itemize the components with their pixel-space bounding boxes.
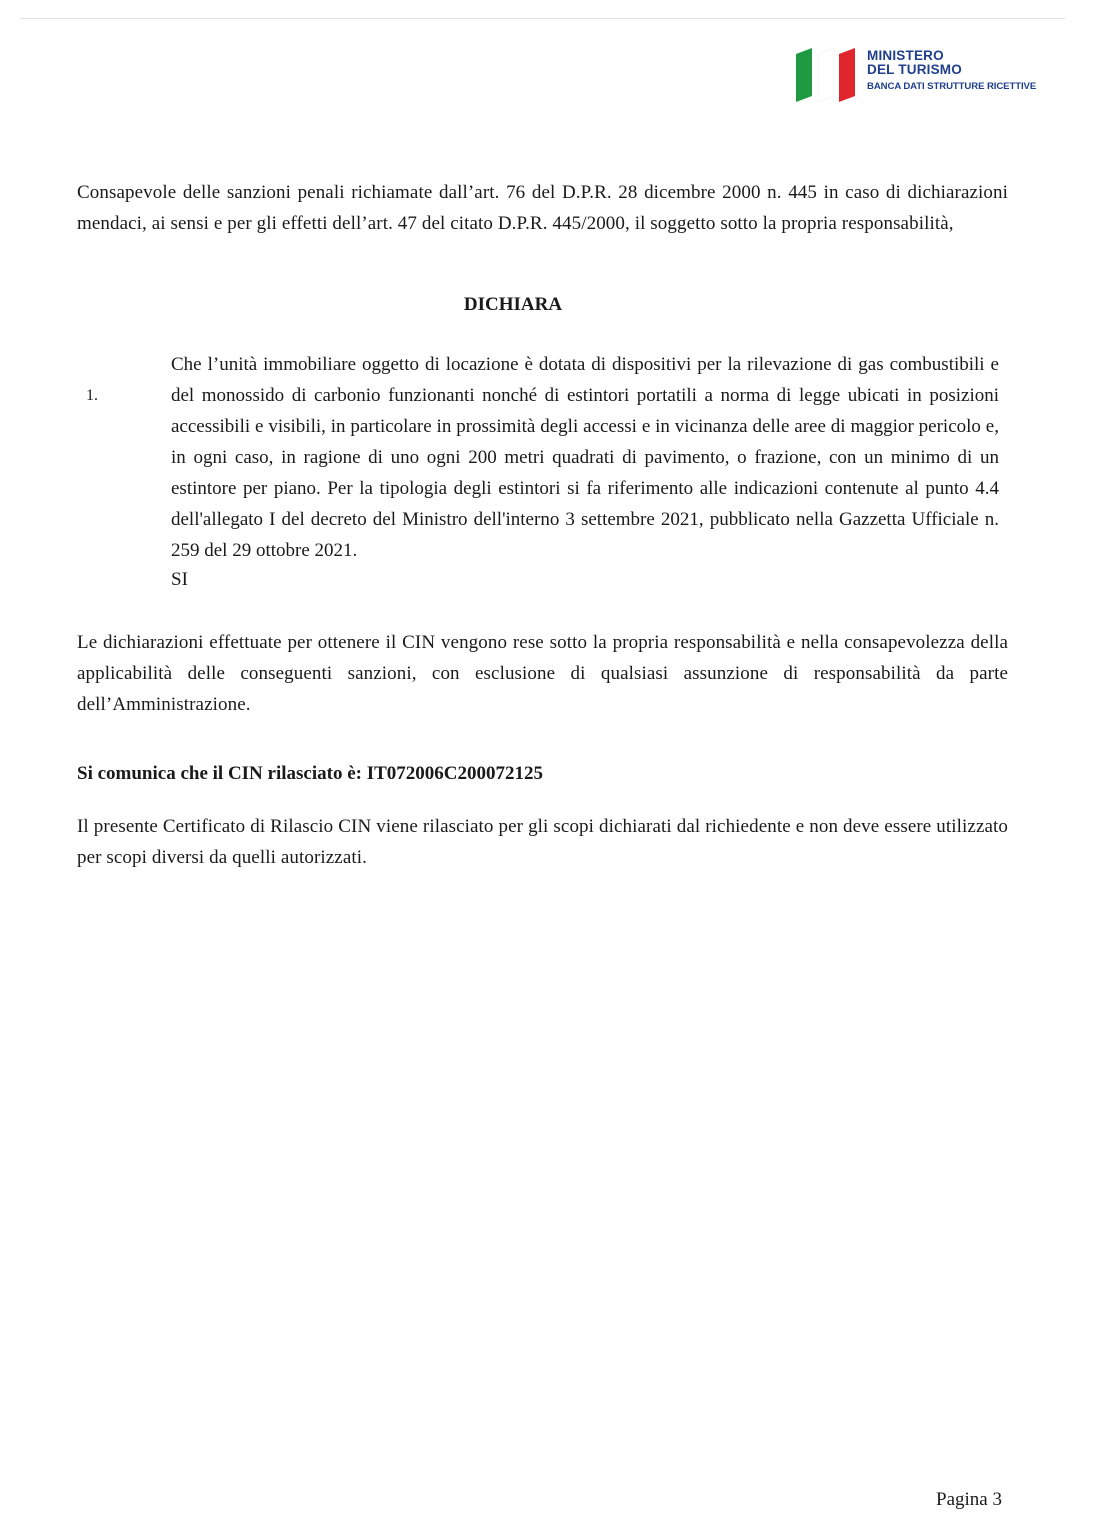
declaration-heading: DICHIARA	[463, 294, 563, 315]
cin-statement: Si comunica che il CIN rilasciato è: IT072006C200072125	[77, 763, 544, 784]
certificate-note-paragraph: Il presente Certificato di Rilascio CIN viene rilasciato per gli scopi dichiarati dal richiedente e non deve essere utilizzato per scopi diversi da quelli autorizzati.	[77, 816, 1008, 868]
declaration-item-number: 1.	[86, 387, 98, 404]
declaration-item-answer: SI	[171, 569, 188, 590]
page-number: Pagina 3	[936, 1489, 1002, 1510]
responsibility-paragraph: Le dichiarazioni effettuate per ottenere il CIN vengono rese sotto la propria responsabilità e nella consapevolezza della applicabilità delle conseguenti sanzioni, con esclusione di qualsiasi assunzione di responsabilità da parte dell’Amministrazione.	[77, 632, 1008, 715]
logo-text	[867, 49, 1036, 92]
header-divider	[20, 18, 1065, 19]
declaration-item-text: Che l’unità immobiliare oggetto di locazione è dotata di dispositivi per la rilevazione di gas combustibili e del monossido di carbonio funzionanti nonché di estintori portatili a norma di legge ubicati in posizioni accessibili e visibili, in particolare in prossimità degli accessi e in vicinanza delle aree di maggior pericolo e, in ogni caso, in ragione di uno ogni 200 metri quadrati di pavimento, o frazione, con un minimo di un estintore per piano. Per la tipologia degli estintori si fa riferimento alle indicazioni contenute al punto 4.4 dell'allegato I del decreto del Ministro dell'interno 3 settembre 2021, pubblicato nella Gazzetta Ufficiale n. 259 del 29 ottobre 2021.	[171, 354, 999, 561]
intro-paragraph: Consapevole delle sanzioni penali richiamate dall’art. 76 del D.P.R. 28 dicembre 2000 n. 445 in caso di dichiarazioni mendaci, ai sensi e per gli effetti dell’art. 47 del citato D.P.R. 445/2000, il soggetto sotto la propria responsabilità,	[77, 182, 1008, 234]
logo-ministry-line: MINISTERO	[867, 48, 944, 63]
ministry-logo	[796, 48, 1076, 104]
italian-flag-logo-icon	[796, 48, 858, 102]
logo-tourism-line: DEL TURISMO	[867, 62, 962, 77]
logo-database-line: BANCA DATI STRUTTURE RICETTIVE	[867, 81, 1037, 92]
